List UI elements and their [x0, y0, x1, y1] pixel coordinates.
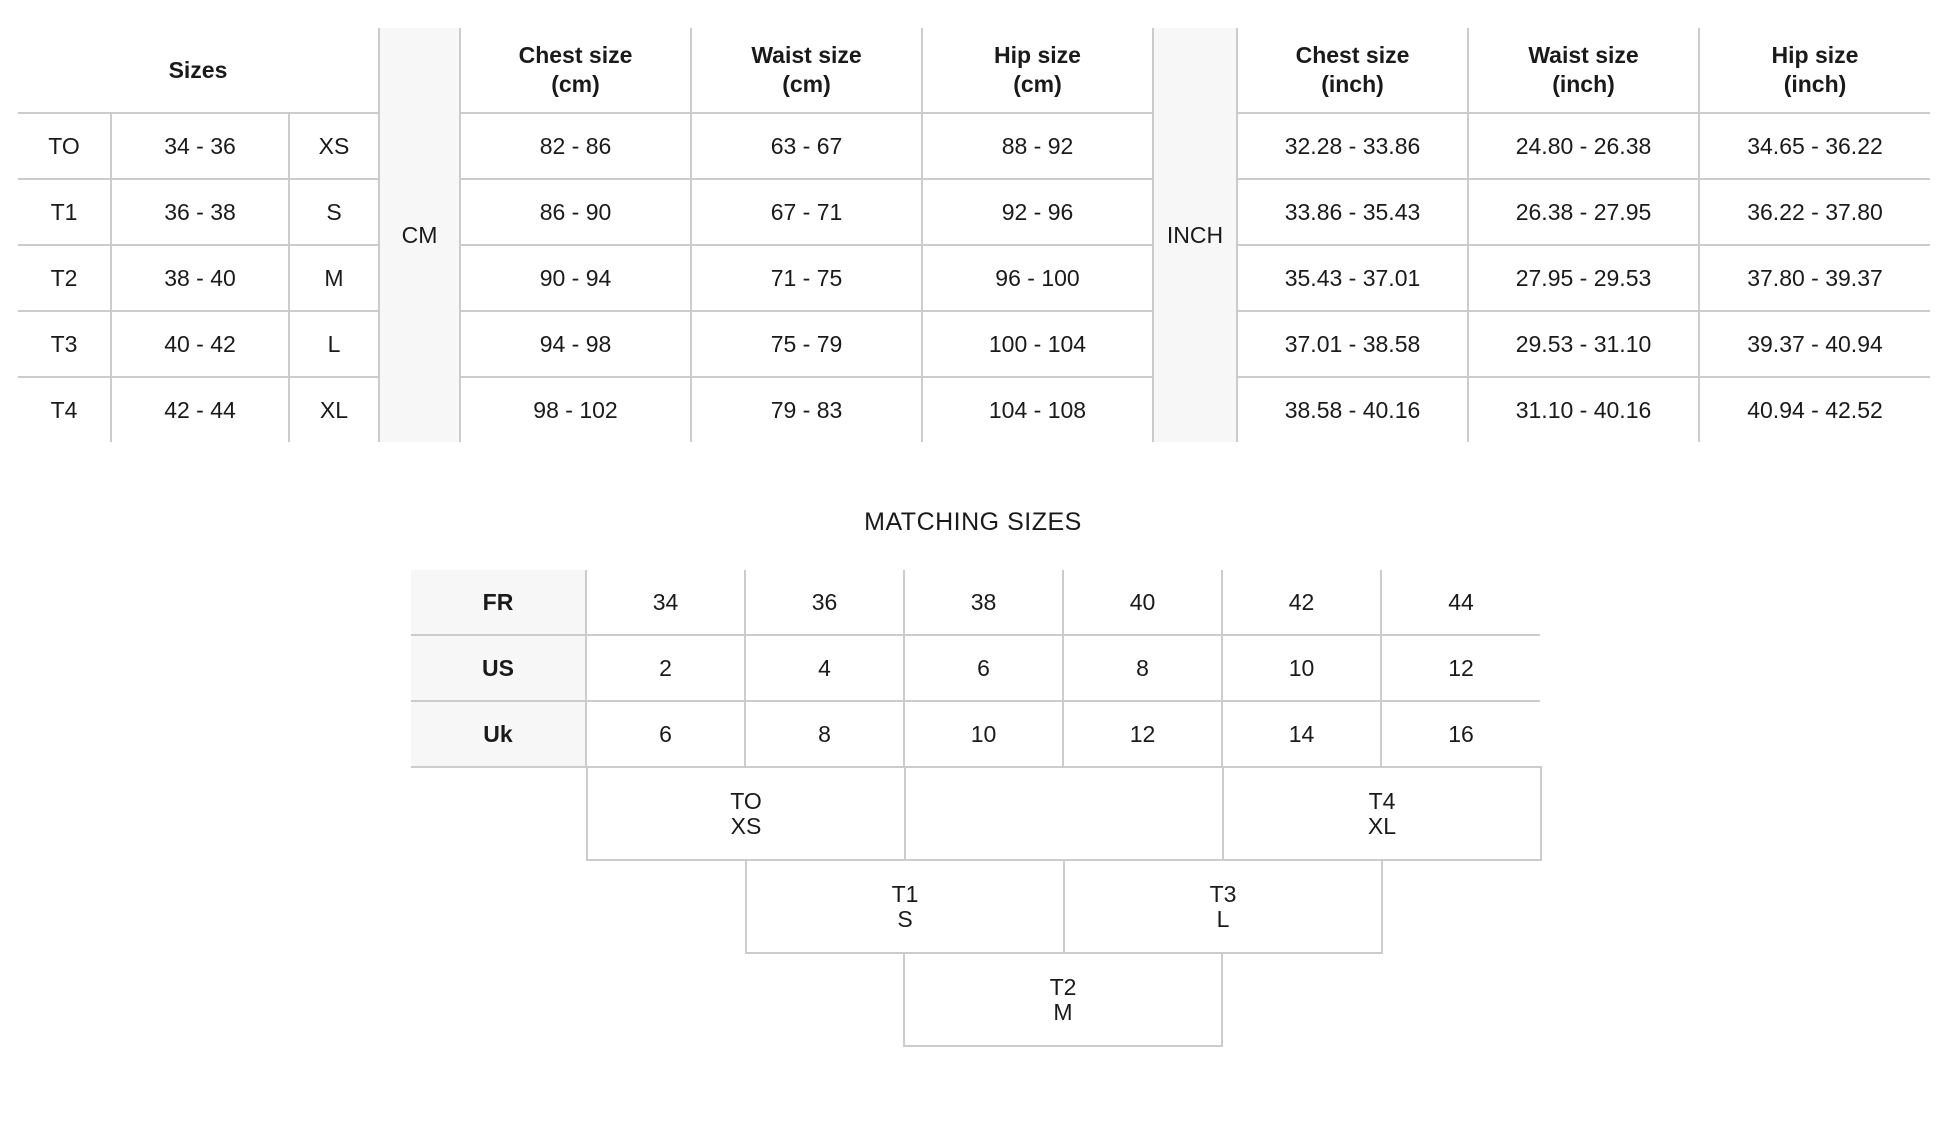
row-label-uk: Uk: [411, 701, 586, 767]
waist-cm-header: [691, 28, 922, 113]
hip-inch-header: [1699, 28, 1930, 113]
waist-cm-header-line1: Waist size: [751, 42, 862, 68]
chest-cm-header-line1: Chest size: [518, 42, 633, 68]
waist-inch-cell: 27.95 - 29.53: [1468, 245, 1699, 311]
hip-cm-cell: 96 - 100: [922, 245, 1153, 311]
size-row: [18, 179, 1930, 245]
waist-inch-cell: 26.38 - 27.95: [1468, 179, 1699, 245]
waist-inch-header-line2: (inch): [1552, 71, 1615, 97]
size-box-letter-label: L: [1216, 905, 1230, 932]
hip-inch-cell: 34.65 - 36.22: [1699, 113, 1930, 179]
size-box-letter-label: XS: [730, 812, 762, 839]
row-label-us: US: [411, 635, 586, 701]
hip-cm-cell: 100 - 104: [922, 311, 1153, 377]
letter-size-cell: XS: [289, 113, 379, 179]
size-row: [18, 377, 1930, 442]
size-table-header-row: [18, 28, 1930, 113]
hip-inch-cell: 39.37 - 40.94: [1699, 311, 1930, 377]
chest-cm-cell: 94 - 98: [460, 311, 691, 377]
size-box-t-label: T3: [1209, 880, 1237, 907]
sizes-header: Sizes: [18, 28, 379, 113]
hip-cm-header-line2: (cm): [1013, 71, 1062, 97]
t-size-cell: T3: [18, 311, 111, 377]
matching-cell: 44: [1381, 570, 1540, 635]
chest-inch-cell: 35.43 - 37.01: [1237, 245, 1468, 311]
matching-cell: 8: [1063, 635, 1222, 701]
size-box-t-label: TO: [730, 787, 762, 814]
waist-cm-cell: 71 - 75: [691, 245, 922, 311]
chest-cm-header-line2: (cm): [551, 71, 600, 97]
letter-size-cell: S: [289, 179, 379, 245]
waist-inch-header: [1468, 28, 1699, 113]
fr-range-cell: 36 - 38: [111, 179, 289, 245]
hip-inch-cell: 36.22 - 37.80: [1699, 179, 1930, 245]
size-box-letter-label: S: [897, 905, 913, 932]
letter-size-cell: XL: [289, 377, 379, 442]
inch-unit-cell: INCH: [1153, 28, 1237, 442]
waist-cm-cell: 67 - 71: [691, 179, 922, 245]
size-box-t2-m: [903, 952, 1223, 1047]
size-box-t4-xl: [1222, 766, 1542, 861]
size-box-t-label: T4: [1368, 787, 1396, 814]
fr-range-cell: 40 - 42: [111, 311, 289, 377]
matching-cell: 14: [1222, 701, 1381, 767]
size-row: [18, 245, 1930, 311]
hip-inch-cell: 40.94 - 42.52: [1699, 377, 1930, 442]
matching-cell: 10: [1222, 635, 1381, 701]
matching-cell: 38: [904, 570, 1063, 635]
matching-cell: 16: [1381, 701, 1540, 767]
chest-inch-cell: 32.28 - 33.86: [1237, 113, 1468, 179]
t-size-cell: T2: [18, 245, 111, 311]
waist-cm-cell: 63 - 67: [691, 113, 922, 179]
size-box-t-label: T2: [1049, 973, 1077, 1000]
matching-cell: 4: [745, 635, 904, 701]
matching-cell: 12: [1063, 701, 1222, 767]
fr-range-cell: 34 - 36: [111, 113, 289, 179]
waist-cm-header-line2: (cm): [782, 71, 831, 97]
matching-cell: 34: [586, 570, 745, 635]
letter-size-cell: M: [289, 245, 379, 311]
matching-cell: 6: [586, 701, 745, 767]
chest-cm-header: [460, 28, 691, 113]
size-table: [18, 28, 1930, 442]
size-row: [18, 311, 1930, 377]
matching-cell: 12: [1381, 635, 1540, 701]
chest-cm-cell: 86 - 90: [460, 179, 691, 245]
waist-cm-cell: 75 - 79: [691, 311, 922, 377]
size-box-t1-s: [745, 859, 1065, 954]
cm-unit-cell: CM: [379, 28, 460, 442]
size-box-t3-l: [1063, 859, 1383, 954]
row-label-fr: FR: [411, 570, 586, 635]
hip-cm-header-line1: Hip size: [994, 42, 1081, 68]
t-size-cell: T1: [18, 179, 111, 245]
matching-cell: 42: [1222, 570, 1381, 635]
t-size-cell: T4: [50, 396, 78, 423]
letter-size-cell: L: [289, 311, 379, 377]
matching-cell: 40: [1063, 570, 1222, 635]
size-box-letter-label: M: [1053, 998, 1073, 1025]
matching-sizes-title: MATCHING SIZES: [864, 508, 1082, 536]
matching-cell: 6: [904, 635, 1063, 701]
chest-cm-cell: 90 - 94: [460, 245, 691, 311]
waist-inch-header-line1: Waist size: [1528, 42, 1639, 68]
hip-cm-header: [922, 28, 1153, 113]
size-box-letter-label: XL: [1367, 812, 1397, 839]
matching-row-fr: [411, 570, 1540, 635]
chest-inch-header-line1: Chest size: [1295, 42, 1410, 68]
matching-cell: 8: [745, 701, 904, 767]
matching-sizes-table: [411, 570, 1540, 768]
matching-row-us: [411, 635, 1540, 701]
fr-range-cell: 38 - 40: [111, 245, 289, 311]
waist-inch-cell: 24.80 - 26.38: [1468, 113, 1699, 179]
hip-cm-cell: 92 - 96: [922, 179, 1153, 245]
chest-inch-header: [1237, 28, 1468, 113]
chest-inch-cell: 37.01 - 38.58: [1237, 311, 1468, 377]
waist-inch-cell: 31.10 - 40.16: [1468, 377, 1699, 442]
hip-cm-cell: 88 - 92: [922, 113, 1153, 179]
chest-inch-cell: 38.58 - 40.16: [1284, 396, 1421, 423]
hip-inch-header-line1: Hip size: [1771, 42, 1859, 68]
hip-cm-cell: 104 - 108: [922, 377, 1153, 442]
size-box-t-label: T1: [891, 880, 919, 907]
matching-cell: 36: [745, 570, 904, 635]
matching-cell: 2: [586, 635, 745, 701]
chest-inch-header-line2: (inch): [1321, 71, 1384, 97]
chest-cm-cell: 82 - 86: [460, 113, 691, 179]
size-box-to-xs: [586, 766, 906, 861]
chest-cm-cell: 98 - 102: [533, 396, 618, 423]
chest-inch-cell: 33.86 - 35.43: [1237, 179, 1468, 245]
waist-cm-cell: 79 - 83: [691, 377, 922, 442]
hip-inch-cell: 37.80 - 39.37: [1699, 245, 1930, 311]
matching-cell: 10: [904, 701, 1063, 767]
fr-range-cell: 42 - 44: [111, 377, 289, 442]
t-size-cell: TO: [18, 113, 111, 179]
matching-row-uk: [411, 701, 1540, 767]
waist-inch-cell: 29.53 - 31.10: [1468, 311, 1699, 377]
hip-inch-header-line2: (inch): [1783, 71, 1847, 97]
size-row: [18, 113, 1930, 179]
